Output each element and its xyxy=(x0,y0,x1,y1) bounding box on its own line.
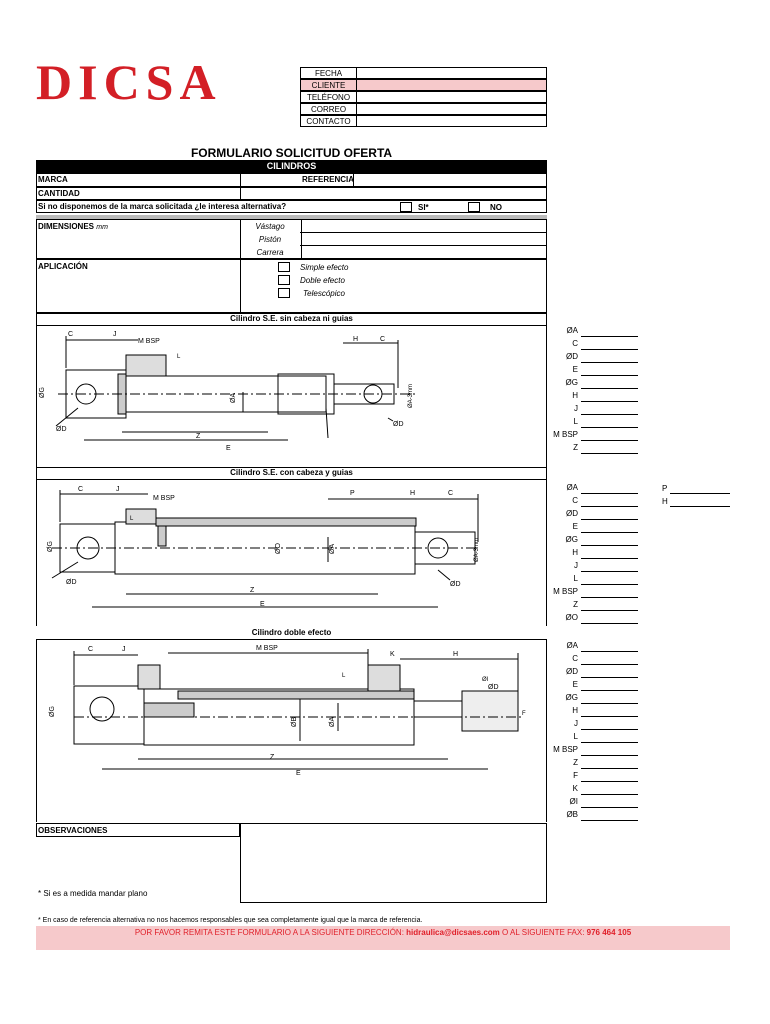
telescopico-label: Telescópico xyxy=(303,289,345,298)
simple-efecto-label: Simple efecto xyxy=(300,263,349,272)
d3-z-label: Z xyxy=(270,754,275,761)
vastago-label: Vástago xyxy=(255,222,285,231)
d1-z-label: Z xyxy=(196,433,201,440)
d2-field-l: L xyxy=(573,574,578,583)
d2-c2-label: C xyxy=(448,490,454,497)
d3-e-label: E xyxy=(296,770,301,777)
d2-field-a: ØA xyxy=(566,483,578,492)
d2-field-j: J xyxy=(574,561,578,570)
d2-c-label: C xyxy=(78,486,84,493)
footer-email[interactable]: hidraulica@dicsaes.com xyxy=(406,928,500,937)
note-referencia: * En caso de referencia alternativa no nos hacemos responsables que sea completamente igual que la marca de referencia. xyxy=(38,917,423,924)
d2-input-l[interactable] xyxy=(581,584,638,585)
d1-field-h: H xyxy=(572,391,578,400)
d1-m-label: M BSP xyxy=(138,338,160,345)
d3-input-j[interactable] xyxy=(581,729,638,730)
d2-g-label: ØG xyxy=(47,541,54,552)
aplicacion-block xyxy=(36,259,547,313)
observaciones-label: OBSERVACIONES xyxy=(38,826,108,835)
d3-input-f[interactable] xyxy=(581,781,638,782)
cliente-row[interactable] xyxy=(300,79,547,91)
d1-input-l[interactable] xyxy=(581,427,638,428)
d3-field-z: Z xyxy=(573,758,578,767)
dimensiones-label xyxy=(38,222,108,233)
d2-input-z[interactable] xyxy=(581,610,638,611)
correo-row[interactable] xyxy=(300,103,547,115)
d3-field-e: E xyxy=(572,680,578,689)
d2-p-label: P xyxy=(350,490,355,497)
no-checkbox[interactable] xyxy=(468,202,480,212)
d3-field-g: ØG xyxy=(565,693,578,702)
d2-input-c[interactable] xyxy=(581,506,638,507)
telefono-label: TELÉFONO xyxy=(301,92,357,102)
d1-a-label: ØA xyxy=(230,392,237,403)
d2-input-d[interactable] xyxy=(581,519,638,520)
diagram1-drawing xyxy=(38,328,468,466)
d2-d-label: ØD xyxy=(66,579,77,586)
d3-field-a: ØA xyxy=(566,641,578,650)
d1-input-j[interactable] xyxy=(581,414,638,415)
d1-d2-label: ØD xyxy=(393,421,404,428)
d2-m-label: M BSP xyxy=(153,495,175,502)
d3-field-j: J xyxy=(574,719,578,728)
d1-c2-label: C xyxy=(380,336,386,343)
marca-label: MARCA xyxy=(38,175,68,184)
doble-efecto-checkbox[interactable] xyxy=(278,275,290,285)
d3-input-i[interactable] xyxy=(581,807,638,808)
d1-g-label: ØG xyxy=(39,387,46,398)
d3-j-label: J xyxy=(122,646,126,653)
dicsa-logo: DICSA xyxy=(36,54,222,110)
d2-input-g[interactable] xyxy=(581,545,638,546)
d3-input-d[interactable] xyxy=(581,677,638,678)
piston-input[interactable] xyxy=(302,233,546,244)
contacto-row[interactable] xyxy=(300,115,547,127)
d2-input-a[interactable] xyxy=(581,493,638,494)
unit-mm: mm xyxy=(96,224,108,231)
d3-g-label: ØG xyxy=(49,706,56,717)
d1-input-d[interactable] xyxy=(581,362,638,363)
d1-e-label: E xyxy=(226,445,231,452)
d3-f-label: F xyxy=(522,711,526,717)
marca-input[interactable] xyxy=(240,173,301,187)
d1-j-label: J xyxy=(113,331,117,338)
d3-field-f: F xyxy=(573,771,578,780)
diagram1-title: Cilindro S.E. sin cabeza ni guias xyxy=(230,314,353,323)
d1-input-e[interactable] xyxy=(581,375,638,376)
d3-i-label: ØI xyxy=(482,677,489,683)
d1-l-label: L xyxy=(177,354,181,360)
d2-d2-label: ØD xyxy=(450,581,461,588)
d3-a-label: ØA xyxy=(329,716,336,727)
d1-a3-label: ØA-3mm xyxy=(408,384,414,408)
d1-input-m[interactable] xyxy=(581,440,638,441)
d3-input-e[interactable] xyxy=(581,690,638,691)
d3-field-d: ØD xyxy=(566,667,578,676)
d1-field-c: C xyxy=(572,339,578,348)
d2-input-p[interactable] xyxy=(670,493,730,494)
d3-field-k: K xyxy=(572,784,578,793)
diagram3-title: Cilindro doble efecto xyxy=(251,628,332,637)
d3-d-label: ØD xyxy=(488,684,499,691)
si-checkbox[interactable] xyxy=(400,202,412,212)
d2-field-c: C xyxy=(572,496,578,505)
d2-z-label: Z xyxy=(250,587,255,594)
d1-field-z: Z xyxy=(573,443,578,452)
d3-input-z[interactable] xyxy=(581,768,638,769)
referencia-input[interactable] xyxy=(353,173,548,187)
d2-field-e: E xyxy=(572,522,578,531)
d2-field-m: M BSP xyxy=(553,587,578,596)
d1-field-e: E xyxy=(572,365,578,374)
fecha-row[interactable] xyxy=(300,67,547,79)
simple-efecto-checkbox[interactable] xyxy=(278,262,290,272)
correo-input[interactable] xyxy=(357,104,546,114)
d3-input-g[interactable] xyxy=(581,703,638,704)
d2-field-h: H xyxy=(572,548,578,557)
d1-d-label: ØD xyxy=(56,426,67,433)
d3-h-label: H xyxy=(453,651,459,658)
d1-field-m: M BSP xyxy=(553,430,578,439)
d2-l-label: L xyxy=(130,516,134,522)
d2-e-label: E xyxy=(260,601,265,608)
d2-field-z: Z xyxy=(573,600,578,609)
fecha-input[interactable] xyxy=(357,68,546,78)
form-title: FORMULARIO SOLICITUD OFERTA xyxy=(190,146,393,160)
d2-field-p: P xyxy=(662,484,668,493)
d2-input-m[interactable] xyxy=(581,597,638,598)
d2-field-g: ØG xyxy=(565,535,578,544)
d1-input-c[interactable] xyxy=(581,349,638,350)
d1-field-g: ØG xyxy=(565,378,578,387)
section-bar: CILINDROS xyxy=(36,160,547,173)
d3-b-label: ØB xyxy=(291,716,298,727)
d2-o-label: ØO xyxy=(275,543,282,554)
footer-fax-text: O AL SIGUIENTE FAX: xyxy=(502,928,585,937)
d3-input-h[interactable] xyxy=(581,716,638,717)
d2-input-h[interactable] xyxy=(581,558,638,559)
no-label: NO xyxy=(490,203,502,212)
d2-input-j[interactable] xyxy=(581,571,638,572)
d3-c-label: C xyxy=(88,646,94,653)
d3-field-b: ØB xyxy=(566,810,578,819)
aplicacion-divider xyxy=(240,259,241,313)
aplicacion-label: APLICACIÓN xyxy=(38,262,88,271)
d3-field-l: L xyxy=(573,732,578,741)
d2-a-label: ØA xyxy=(329,543,336,554)
d3-k-label: K xyxy=(390,651,395,658)
footer-fax: 976 464 105 xyxy=(586,928,632,937)
telefono-input[interactable] xyxy=(357,92,546,102)
diagram2-title: Cilindro S.E. con cabeza y guias xyxy=(230,468,353,477)
carrera-input[interactable] xyxy=(302,246,546,258)
d2-j-label: J xyxy=(116,486,120,493)
d3-field-c: C xyxy=(572,654,578,663)
d1-field-a: ØA xyxy=(566,326,578,335)
d1-input-a[interactable] xyxy=(581,336,638,337)
fecha-label: FECHA xyxy=(301,68,357,78)
footer-banner xyxy=(36,926,730,950)
d3-l-label: L xyxy=(342,673,346,679)
d3-input-k[interactable] xyxy=(581,794,638,795)
alternativa-question: Si no disponemos de la marca solicitada ¿le interesa alternativa? xyxy=(38,202,287,211)
d2-input-h2[interactable] xyxy=(670,506,730,507)
d1-input-g[interactable] xyxy=(581,388,638,389)
note-medida: * Si es a medida mandar plano xyxy=(38,889,148,898)
d1-input-z[interactable] xyxy=(581,453,638,454)
d1-field-l: L xyxy=(573,417,578,426)
d3-input-b[interactable] xyxy=(581,820,638,821)
diagram2-drawing xyxy=(38,482,478,624)
d3-field-h: H xyxy=(572,706,578,715)
carrera-label: Carrera xyxy=(256,248,284,257)
diagram3-drawing xyxy=(38,641,528,789)
si-label: SI* xyxy=(418,203,429,212)
telescopico-checkbox[interactable] xyxy=(278,288,290,298)
d1-field-j: J xyxy=(574,404,578,413)
d3-input-l[interactable] xyxy=(581,742,638,743)
d1-field-d: ØD xyxy=(566,352,578,361)
d3-field-i: ØI xyxy=(569,797,578,806)
dimensiones-text: DIMENSIONES xyxy=(38,222,95,231)
cantidad-label: CANTIDAD xyxy=(38,189,80,198)
d3-m-label: M BSP xyxy=(256,645,278,652)
cliente-label: CLIENTE xyxy=(301,80,357,90)
d3-input-a[interactable] xyxy=(581,651,638,652)
cantidad-input[interactable] xyxy=(240,187,548,200)
d3-input-m[interactable] xyxy=(581,755,638,756)
d2-field-h2: H xyxy=(662,497,668,506)
referencia-label: REFERENCIA xyxy=(302,175,355,184)
piston-label: Pistón xyxy=(258,235,282,244)
d2-field-d: ØD xyxy=(566,509,578,518)
correo-label: CORREO xyxy=(301,104,357,114)
footer-text: POR FAVOR REMITA ESTE FORMULARIO A LA SIGUIENTE DIRECCIÓN: xyxy=(134,928,404,937)
telefono-row[interactable] xyxy=(300,91,547,103)
d3-field-m: M BSP xyxy=(553,745,578,754)
cliente-input[interactable] xyxy=(357,80,546,90)
d1-c-label: C xyxy=(68,331,74,338)
contacto-label: CONTACTO xyxy=(301,116,357,126)
d2-input-o[interactable] xyxy=(581,623,638,624)
d2-h-label: H xyxy=(410,490,416,497)
d2-field-o: ØO xyxy=(565,613,578,622)
d3-input-c[interactable] xyxy=(581,664,638,665)
vastago-input[interactable] xyxy=(302,220,546,231)
d1-input-h[interactable] xyxy=(581,401,638,402)
doble-efecto-label: Doble efecto xyxy=(300,276,345,285)
contacto-input[interactable] xyxy=(357,116,546,126)
d1-h-label: H xyxy=(353,336,359,343)
d2-input-e[interactable] xyxy=(581,532,638,533)
d2-a3-label: ØA-3mm xyxy=(474,538,480,562)
observaciones-input[interactable] xyxy=(240,823,547,903)
